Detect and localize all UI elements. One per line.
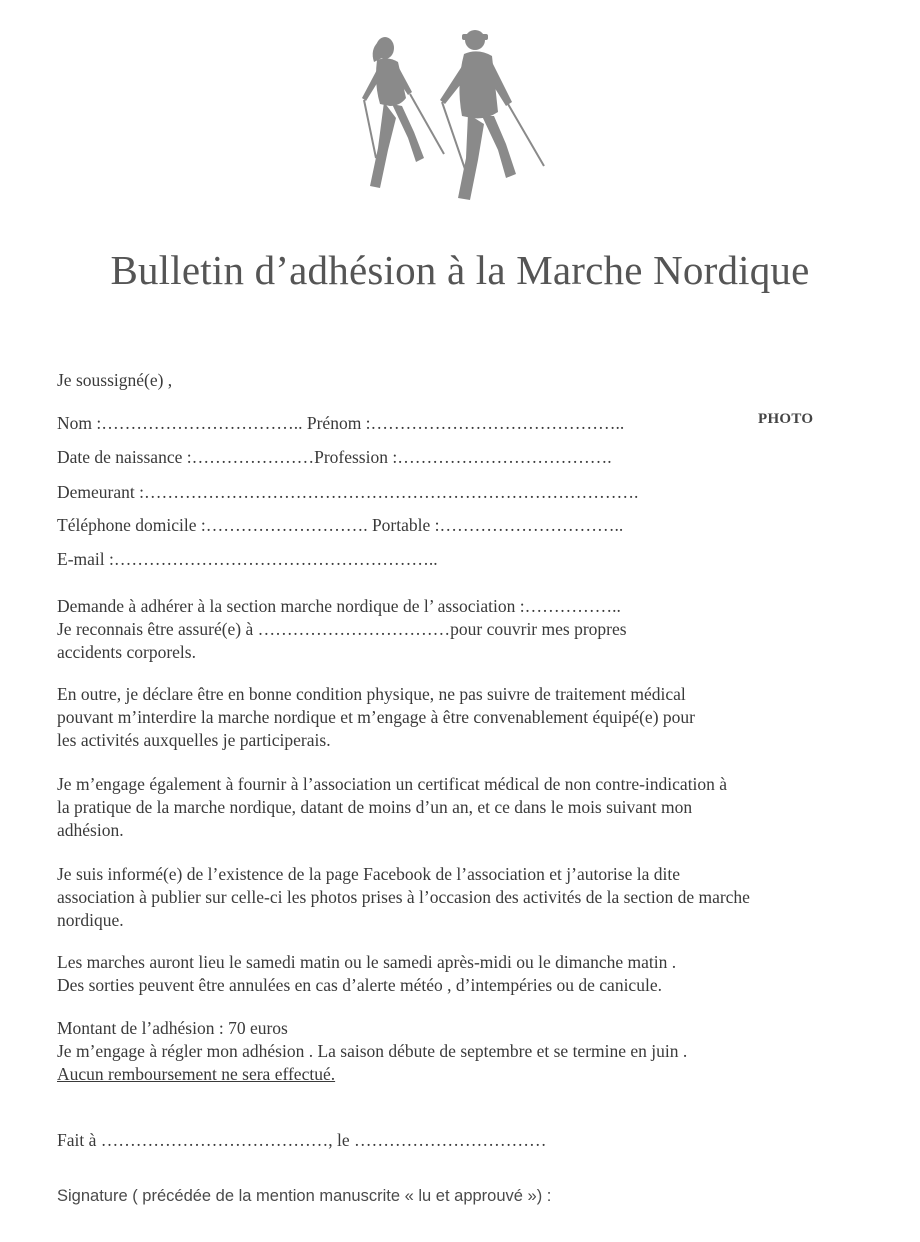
email-field[interactable]: E-mail :……………………………………………….. [57,549,438,569]
nordic-walkers-icon [340,28,570,208]
intro-text: Je soussigné(e) , [57,370,173,390]
health-declaration-paragraph: En outre, je déclare être en bonne condition physique, ne pas suivre de traitement médical pouvant m’interdire la marche nordique et m’engage à être convenablement équipé(e) pour les activités auxquelles je participerais. [57,684,695,750]
facebook-consent-paragraph: Je suis informé(e) de l’existence de la page Facebook de l’association et j’autorise la dite association à publier sur celle-ci les photos prises à l’occasion des activités de la section de marche nordique. [57,864,750,930]
fee-paragraph: Montant de l’adhésion : 70 euros Je m’engage à régler mon adhésion . La saison débute de septembre et se termine en juin . [57,1018,688,1061]
name-field[interactable]: Nom :…………………………….. Prénom :…………………………………….. [57,413,625,433]
no-refund-notice: Aucun remboursement ne sera effectué. [57,1064,336,1084]
birth-profession-field[interactable]: Date de naissance :…………………Profession :………………………………. [57,447,612,467]
form-title: Bulletin d’adhésion à la Marche Nordique [110,247,810,293]
membership-request-paragraph: Demande à adhérer à la section marche nordique de l’ association :…………….. Je reconnais être assuré(e) à ……………………………pour couvrir mes propres accidents corporels. [57,596,627,662]
walk-schedule-paragraph: Les marches auront lieu le samedi matin ou le samedi après-midi ou le dimanche matin . Des sorties peuvent être annulées en cas d’alerte météo , d’intempéries ou de canicule. [57,952,677,995]
address-field[interactable]: Demeurant :…………………………………………………………………………. [57,482,639,502]
signature-field[interactable]: Signature ( précédée de la mention manuscrite « lu et approuvé ») : [57,1187,552,1205]
place-date-field[interactable]: Fait à …………………………………, le …………………………… [57,1130,547,1150]
medical-certificate-paragraph: Je m’engage également à fournir à l’association un certificat médical de non contre-indication à la pratique de la marche nordique, datant de moins d’un an, et ce dans le mois suivant mon adhésion. [57,774,728,840]
photo-placeholder[interactable]: PHOTO [758,411,814,427]
phone-field[interactable]: Téléphone domicile :………………………. Portable :………………………….. [57,515,624,535]
